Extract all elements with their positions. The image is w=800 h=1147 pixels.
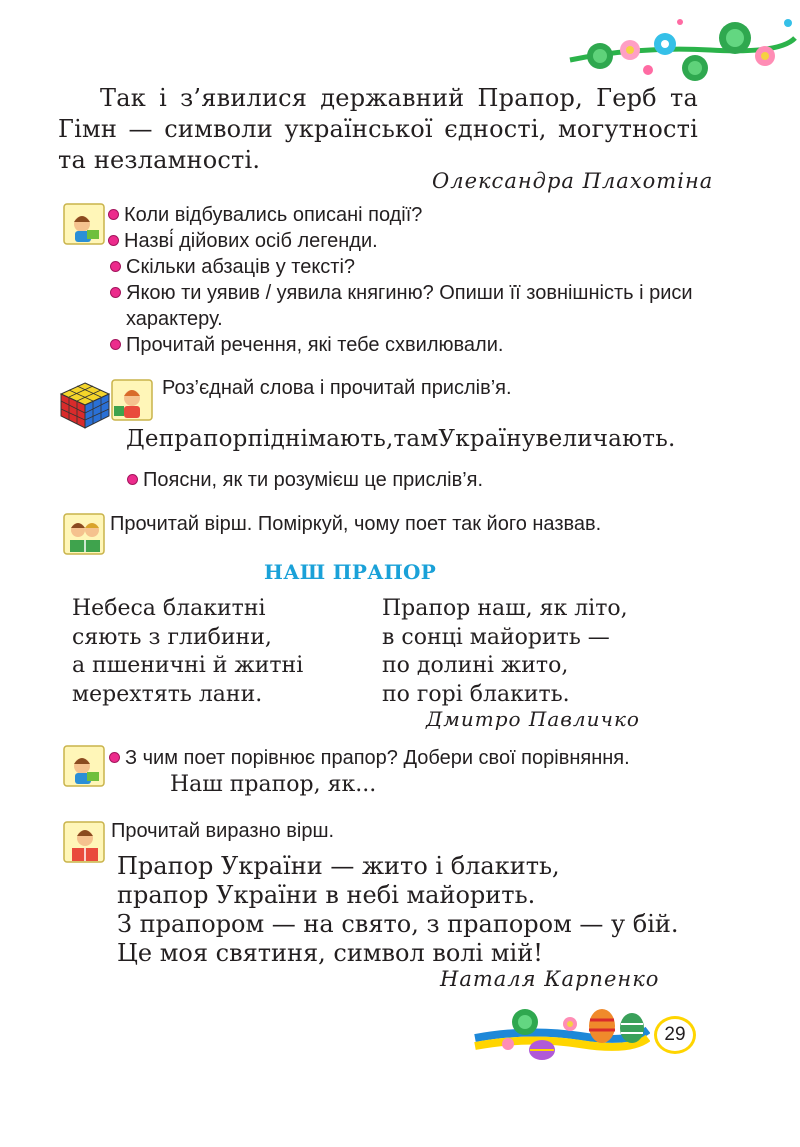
poem-line: в сонці майорить —: [382, 624, 610, 650]
intro-paragraph: Так і з’явилися державний Прапор, Герб та Гімн — символи української єдності, могутності та незламності.: [58, 84, 698, 174]
question-item: Якою ти уявив / уявила княгиню? Опиши її зовнішність і риси характеру.: [110, 280, 708, 332]
bullet-icon: [110, 339, 121, 350]
reading-child-icon: [60, 510, 110, 560]
thinking-child-icon: [60, 200, 110, 250]
poem-line: З прапором — на свято, з прапором — у бій.: [117, 910, 679, 938]
thinking-child-icon: [60, 742, 110, 792]
poem1-title: НАШ ПРАПОР: [264, 560, 437, 584]
bullet-icon: [109, 752, 120, 763]
page-number-badge: [654, 1016, 696, 1054]
bullet-icon: [110, 287, 121, 298]
poem-line: а пшеничні й житні: [72, 653, 304, 678]
poem-line: по долині жито,: [382, 653, 569, 678]
question-item: Скільки абзаців у тексті?: [110, 254, 708, 280]
proverb-instruction: Роз’єднай слова і прочитай прислів’я.: [162, 377, 512, 399]
compare-question: З чим поет порівнює прапор? Добери свої порівняння.: [109, 745, 630, 771]
bullet-icon: [108, 235, 119, 246]
thinking-child-icon: [108, 376, 158, 426]
rubik-cube-icon: [58, 380, 112, 430]
reading-child-icon: [60, 818, 110, 868]
bullet-icon: [108, 209, 119, 220]
poem1-column-1: [72, 595, 303, 709]
easter-eggs-icon: [470, 1000, 650, 1070]
poem-line: мерехтять лани.: [72, 681, 263, 707]
proverb-text: Депрапорпіднімають,тамУкраїнувеличають.: [126, 426, 676, 452]
questions-list-1: [108, 202, 708, 358]
poem-line: Прапор України — жито і блакить,: [117, 852, 560, 880]
poem1-author: Дмитро Павличко: [426, 707, 640, 731]
poem2-lines: [117, 852, 679, 968]
bullet-icon: [110, 261, 121, 272]
poem1-column-2: [382, 595, 628, 709]
poem-line: Небеса блакитні: [72, 596, 266, 621]
compare-answer-start: Наш прапор, як...: [170, 772, 377, 797]
poem-line: Прапор наш, як літо,: [382, 596, 628, 621]
poem2-author: Наталя Карпенко: [440, 967, 660, 991]
floral-branch-icon: [560, 8, 800, 88]
poem-line: прапор України в небі майорить.: [117, 881, 536, 909]
bullet-icon: [127, 474, 138, 485]
poem2-instruction: Прочитай виразно вірш.: [111, 820, 335, 842]
page-number: 29: [664, 1024, 686, 1045]
intro-author: Олександра Плахотіна: [432, 169, 714, 193]
poem-line: Це моя святиня, символ волі мій!: [117, 939, 543, 967]
question-item: Коли відбувались описані події?: [108, 202, 708, 228]
question-item: Прочитай речення, які тебе схвилювали.: [110, 332, 708, 358]
poem1-instruction: Прочитай вірш. Поміркуй, чому поет так його назвав.: [110, 513, 602, 535]
poem-line: по горі блакить.: [382, 681, 570, 707]
poem-line: сяють з глибини,: [72, 624, 272, 650]
question-item: Назві́ дійових осіб легенди.: [108, 228, 708, 254]
proverb-question: Поясни, як ти розумієш це прислів’я.: [127, 467, 483, 493]
